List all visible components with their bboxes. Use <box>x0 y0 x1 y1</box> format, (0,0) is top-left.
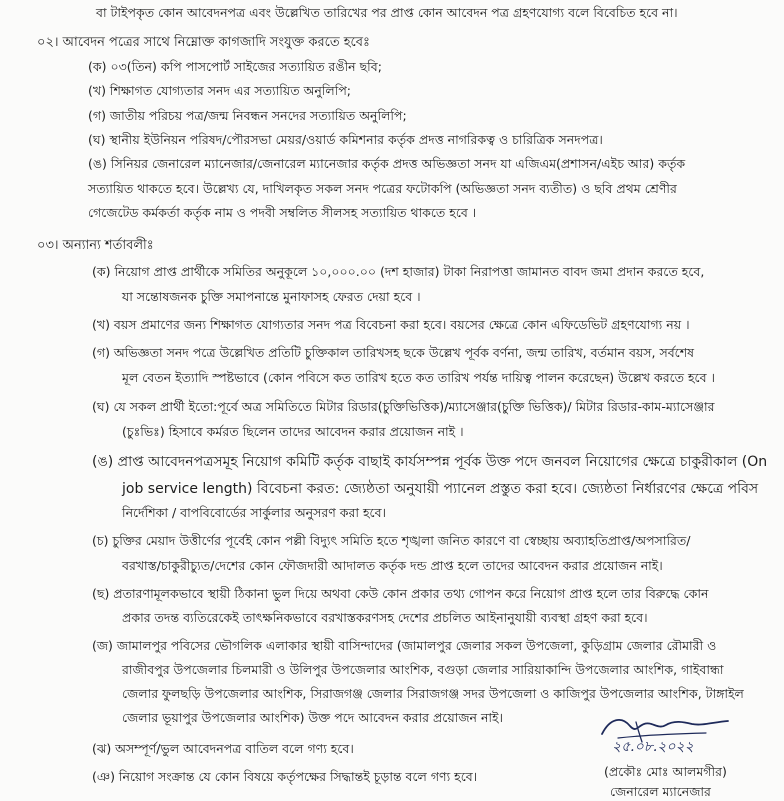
section-2-item-uma-line-3: গেজেটেড কর্মকর্তা কর্তৃক নাম ও পদবী সম্বলিত সীলসহ সত্যায়িত থাকতে হবে । <box>88 205 477 220</box>
section-3-item-ja-line-1: (জ) জামালপুর পবিসের ভৌগলিক এলাকার স্থায়ী বাসিন্দাদের (জামালপুর জেলার সকল উপজেলা, কুড়িগ্রাম জেলার রৌমারী ও <box>92 638 717 653</box>
section-3-item-ka-line-2: যা সন্তোষজনক চুক্তি সমাপনান্তে মুনাফাসহ ফেরত দেয়া হবে । <box>122 289 421 304</box>
section-3-item-gha-line-1: (ঘ) যে সকল প্রার্থী ইতো:পূর্বে অত্র সমিতিতে মিটার রিডার(চুক্তিভিত্তিক)/ম্যাসেঞ্জার(চুক্তি ভিত্তিক)/ মিটার রিডার-কাম-ম্যাসেঞ্জার <box>92 399 715 414</box>
signatory-name: (প্রকৌঃ মোঃ আলমগীর) <box>604 764 727 779</box>
section-3-item-uma-line-1: (ঙ) প্রাপ্ত আবেদনপত্রসমূহ নিয়োগ কমিটি কর্তৃক বাছাই কার্যসম্পন্ন পূর্বক উক্ত পদে জনবল নিয়োগের ক্ষেত্রে চাকুরীকাল (On <box>92 454 768 470</box>
section-3-item-kha: (খ) বয়স প্রমাণের জন্য শিক্ষাগত যোগ্যতার সনদ পত্র বিবেচনা করা হবে। বয়সের ক্ষেত্রে কোন এফিডেভিট গ্রহণযোগ্য নয় । <box>92 317 690 332</box>
section-2-item-uma-line-1: (ঙ) সিনিয়র জেনারেল ম্যানেজার/জেনারেল ম্যানেজার কর্তৃক প্রদত্ত অভিজ্ঞতা সনদ যা এজিএম(প্রশাসন/এইচ আর) কর্তৃক <box>88 156 686 171</box>
section-2-item-kha: (খ) শিক্ষাগত যোগ্যতার সনদ এর সত্যায়িত অনুলিপি; <box>88 83 352 98</box>
signature-date: ২৫.০৮.২০২২ <box>612 739 694 755</box>
section-3-item-ja-line-4: জেলার ভূয়াপুর উপজেলার আংশিক) উক্ত পদে আবেদন করার প্রয়োজন নাই। <box>122 710 503 725</box>
section-2-item-gha: (ঘ) স্থানীয় ইউনিয়ন পরিষদ/পৌরসভা মেয়র/ওয়ার্ড কমিশনার কর্তৃক প্রদত্ত নাগরিকত্ব ও চারিত্রিক সনদপত্র। <box>88 132 603 147</box>
section-3-item-ka-line-1: (ক) নিয়োগ প্রাপ্ত প্রার্থীকে সমিতির অনুকূলে ১০,০০০.০০ (দশ হাজার) টাকা নিরাপত্তা জামানত বাবদ জমা প্রদান করতে হবে, <box>92 264 705 279</box>
section-2-item-uma-line-2: সত্যায়িত থাকতে হবে। উল্লেখ্য যে, দাখিলকৃত সকল সনদ পত্রের ফটোকপি (অভিজ্ঞতা সনদ ব্যতীত) ও ছবি প্রথম শ্রেণীর <box>88 181 677 196</box>
section-2-item-ka: (ক) ০৩(তিন) কপি পাসপোর্ট সাইজের সত্যায়িত রঙীন ছবি; <box>88 59 382 74</box>
section-3-item-chha-line-2: প্রকার তদন্ত ব্যতিরেকেই তাৎক্ষনিকভাবে বরখাস্তকরণসহ দেশের প্রচলিত আইনানুযায়ী ব্যবস্থা গ্রহণ করা হবে। <box>122 610 648 625</box>
section-3-item-ja-line-2: রাজীবপুর উপজেলার চিলমারী ও উলিপুর উপজেলার আংশিক, বগুড়া জেলার সারিয়াকান্দি উপজেলার আংশিক, গাইবান্ধা <box>122 662 724 677</box>
section-3-heading: ০৩। অন্যান্য শর্তাবলীঃ <box>37 238 154 253</box>
section-3-item-cha-line-1: (চ) চুক্তির মেয়াদ উত্তীর্ণের পূর্বেই কোন পল্লী বিদ্যুৎ সমিতি হতে শৃঙ্খলা জনিত কারণে বা স্বেচ্ছায় অব্যাহতিপ্রাপ্ত/অপসারিত/ <box>92 533 691 548</box>
signatory-designation: জেনারেল ম্যানেজার <box>610 784 711 799</box>
section-3-item-chha-line-1: (ছ) প্রতারণামূলকভাবে স্থায়ী ঠিকানা ভুল দিয়ে অথবা কেউ কোন প্রকার তথ্য গোপন করে নিয়োগ প্রাপ্ত হলে তার বিরুদ্ধে কোন <box>92 586 709 601</box>
section-3-item-nya: (ঞ) নিয়োগ সংক্রান্ত যে কোন বিষয়ে কর্তৃপক্ষের সিদ্ধান্তই চূড়ান্ত বলে গণ্য হবে। <box>92 769 478 784</box>
section-3-item-ja-line-3: জেলার ফুলছড়ি উপজেলার আংশিক, সিরাজগঞ্জ জেলার সিরাজগঞ্জ সদর উপজেলা ও কাজিপুর উপজেলার আংশিক, টাঙ্গাইল <box>122 686 744 701</box>
section-3-item-gha-line-2: (চুঃভিঃ) হিসাবে কর্মরত ছিলেন তাদের আবেদন করার প্রয়োজন নাই । <box>122 424 464 439</box>
section-2-item-ga: (গ) জাতীয় পরিচয় পত্র/জন্ম নিবন্ধন সনদের সত্যায়িত অনুলিপি; <box>88 108 407 123</box>
section-3-item-jha: (ঝ) অসম্পূর্ণ/ভুল আবেদনপত্র বাতিল বলে গণ্য হবে। <box>92 741 354 756</box>
section-3-item-uma-line-2: job service length) বিবেচনা করত: জ্যেষ্ঠতা অনুযায়ী প্যানেল প্রস্তুত করা হবে। জ্যেষ্ঠতা নির্ধারণের ক্ষেত্রে পবিস <box>122 481 759 497</box>
section-3-item-uma-line-3: নির্দেশিকা / বাপবিবোর্ডের সার্কুলার অনুসরণ করা হবে। <box>122 505 387 520</box>
intro-line: বা টাইপকৃত কোন আবেদনপত্র এবং উল্লেখিত তারিখের পর প্রাপ্ত কোন আবেদন পত্র গ্রহণযোগ্য বলে বিবেচিত হবে না। <box>96 5 678 20</box>
section-3-item-ga-line-1: (গ) অভিজ্ঞতা সনদ পত্রে উল্লেখিত প্রতিটি চুক্তিকাল তারিখসহ ছকে উল্লেখ পূর্বক বর্ণনা, জন্ম তারিখ, বর্তমান বয়স, সর্বশেষ <box>92 345 694 360</box>
section-3-item-cha-line-2: বরখাস্ত/চাকুরীচ্যুত/দেশের কোন ফৌজদারী আদালত কর্তৃক দন্ড প্রাপ্ত হলে তাদের আবেদন করার প্রয়োজন নাই। <box>122 558 663 573</box>
section-3-item-ga-line-2: মূল বেতন ইত্যাদি স্পষ্টভাবে (কোন পবিসে কত তারিখ হতে কত তারিখ পর্যন্ত দায়িত্ব পালন করেছেন) উল্লেখ করতে হবে । <box>122 370 715 385</box>
section-2-heading: ০২। আবেদন পত্রের সাথে নিম্নোক্ত কাগজাদি সংযুক্ত করতে হবেঃ <box>37 35 370 50</box>
